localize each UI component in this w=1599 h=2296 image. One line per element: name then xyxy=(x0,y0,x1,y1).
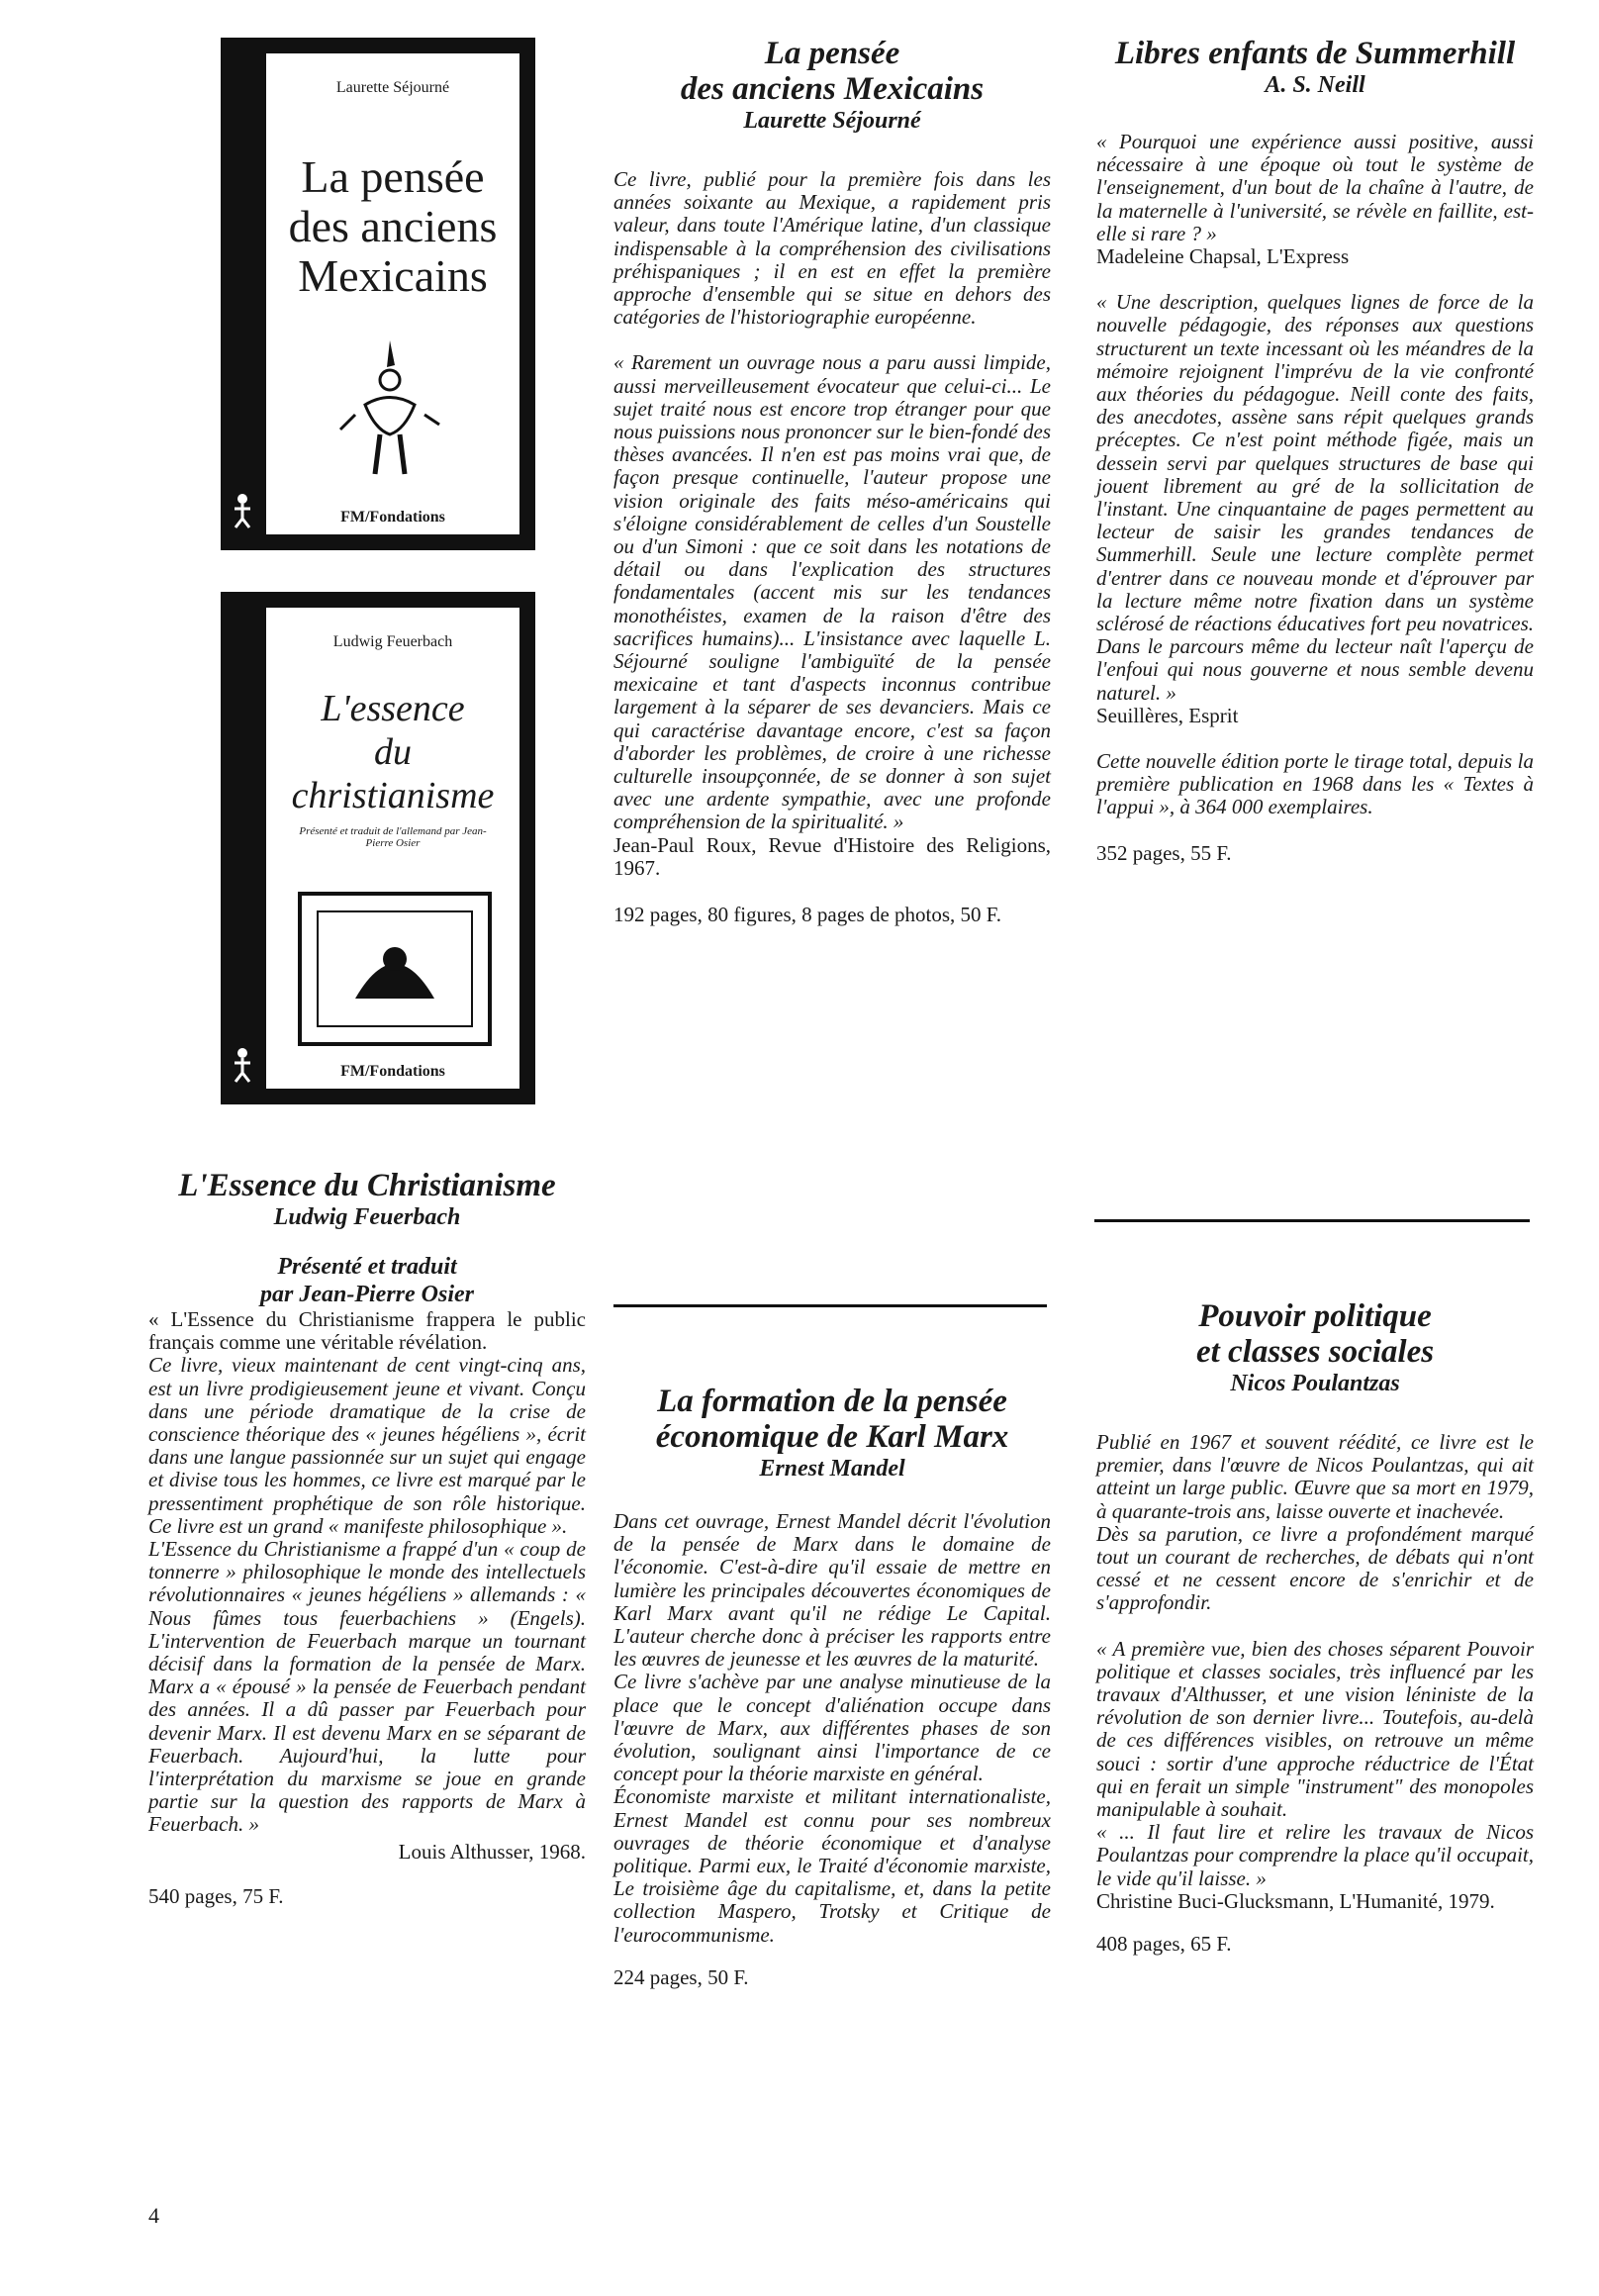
quote-signature: Jean-Paul Roux, Revue d'Histoire des Religions, 1967. xyxy=(613,832,1051,880)
article-essence-christianisme xyxy=(148,1168,586,1908)
article-paragraph: Dès sa parution, ce livre a profondément marqué tout un courant de recherches, de débats qui n'ont cessé et ne cessent encore de s'enrichir et de s'approfondir. xyxy=(1096,1521,1534,1615)
book-price: 540 pages, 75 F. xyxy=(148,1883,284,1908)
book-price: 408 pages, 65 F. xyxy=(1096,1932,1232,1957)
article-paragraph: L'Essence du Christianisme a frappé d'un « coup de tonnerre » philosophique le monde des intellectuels révolutionnaires « jeunes hégéliens » allemands : « Nous fûmes tous feuerbachiens » (Engels). L'intervention de Feuerbach marque un tournant décisif dans la formation de la pensée de Marx. Marx a « épousé » la pensée de Feuerbach pendant des années. Il a dû passer par Feuerbach pour devenir Marx. Il est devenu Marx en se séparant de Feuerbach. Aujourd'hui, la lutte pour l'interprétation du marxisme se joue en grande partie sur la question des rapports de Marx à Feuerbach. » xyxy=(148,1537,586,1837)
article-summerhill xyxy=(1096,36,1534,865)
article-formation-marx xyxy=(613,1384,1051,1989)
cover-publisher: FM/Fondations xyxy=(340,509,445,526)
article-title: La pensée xyxy=(764,36,900,71)
article-title: L'Essence du Christianisme xyxy=(178,1168,556,1203)
article-paragraph: Ce livre, publié pour la première fois dans les années soixante au Mexique, a rapidement pris valeur, dans toute l'Amérique latine, d'un classique indispensable à la compréhension des civilisations préhispaniques ; il en est en effet la première approche d'ensemble qui se situe en dehors des catégories de l'historiographie européenne. xyxy=(613,167,1051,330)
article-title: des anciens Mexicains xyxy=(680,71,985,107)
article-credit: par Jean-Pierre Osier xyxy=(260,1282,474,1307)
article-paragraph: « L'Essence du Christianisme frappera le public français comme une véritable révélation. xyxy=(148,1307,586,1355)
review-quote: « A première vue, bien des choses séparent Pouvoir politique et classes sociales, très influencé par les travaux d'Althusser, et une vision léniniste de la révolution de son dernier livre... Toutefois, au-delà de ces différences visibles, on retrouve un même souci : sortir d'une approche réductrice de l'État qui en ferait un simple "instrument" des monopoles manipulable à souhait. xyxy=(1096,1636,1534,1822)
edition-note: Cette nouvelle édition porte le tirage total, depuis la première publication en 1968 dans les « Textes à l'appui », à 364 000 exemplaires. xyxy=(1096,749,1534,819)
cover-subtitle: Présenté et traduit de l'allemand par Jean-Pierre Osier xyxy=(299,825,487,849)
book-cover-pensee-mexicains xyxy=(221,38,535,550)
article-author: Nicos Poulantzas xyxy=(1230,1371,1400,1396)
article-paragraph: Dans cet ouvrage, Ernest Mandel décrit l'évolution de la pensée de Marx dans le domaine de l'économie. C'est-à-dire qu'il essaie de mettre en lumière les principales découvertes économiques de Karl Marx avant qu'il ne rédige Le Capital. L'auteur cherche donc à préciser les rapports entre les œuvres de jeunesse et les œuvres de la maturité. xyxy=(613,1509,1051,1672)
article-author: Ludwig Feuerbach xyxy=(273,1204,461,1230)
cover-title: L'essence du christianisme xyxy=(291,688,495,816)
section-divider xyxy=(1094,1219,1530,1222)
quote-source: Christine Buci-Glucksmann, L'Humanité, 1979. xyxy=(1096,1888,1495,1913)
publisher-logo-icon xyxy=(231,1047,254,1083)
article-title: Pouvoir politique xyxy=(1198,1298,1432,1334)
article-title: Libres enfants de Summerhill xyxy=(1114,36,1516,71)
book-price: 224 pages, 50 F. xyxy=(613,1964,749,1989)
cover-publisher: FM/Fondations xyxy=(340,1063,445,1080)
book-price: 192 pages, 80 figures, 8 pages de photos, 50 F. xyxy=(613,903,1002,927)
article-pensee-mexicains xyxy=(613,36,1051,926)
cover-author: Laurette Séjourné xyxy=(335,79,450,96)
article-pouvoir-politique xyxy=(1096,1298,1534,1956)
quote-signature: Louis Althusser, 1968. xyxy=(398,1839,586,1864)
publisher-logo-icon xyxy=(231,493,254,528)
article-author: A. S. Neill xyxy=(1265,72,1365,98)
article-paragraph: Économiste marxiste et militant internationaliste, Ernest Mandel est connu pour ses nombreux ouvrages de théorie économique et d'analyse politique. Parmi eux, le Traité d'économie marxiste, Le troisième âge du capitalisme, et, dans la petite collection Maspero, Trotsky et Critique de l'eurocommunisme. xyxy=(613,1784,1051,1947)
article-author: Laurette Séjourné xyxy=(743,108,921,134)
article-credit: Présenté et traduit xyxy=(277,1254,457,1280)
article-title: et classes sociales xyxy=(1195,1334,1435,1370)
book-price: 352 pages, 55 F. xyxy=(1096,840,1232,865)
quote-source: Madeleine Chapsal, L'Express xyxy=(1096,244,1350,269)
page-number: 4 xyxy=(148,2203,159,2228)
cover-title: La pensée des anciens Mexicains xyxy=(288,151,498,301)
quote-source: Seuillères, Esprit xyxy=(1096,703,1239,727)
article-paragraph: Ce livre, vieux maintenant de cent vingt-cinq ans, est un livre prodigieusement jeune et vivant. Conçu dans une période dramatique de la crise de conscience théorique des « jeunes hégéliens », écrit dans une langue passionnée sur un sujet qui engage et divise tous les hommes, ce livre est marqué par le pressentiment prophétique de son rôle historique. Ce livre est un grand « manifeste philosophique ». xyxy=(148,1353,586,1538)
ornamental-frame-illustration xyxy=(296,890,494,1048)
article-title: La formation de la pensée xyxy=(657,1384,1007,1419)
review-quote: « ... Il faut lire et relire les travaux de Nicos Poulantzas pour comprendre la place qu'il occupait, le vide qu'il laisse. » xyxy=(1096,1820,1534,1890)
review-quote: « Rarement un ouvrage nous a paru aussi limpide, aussi merveilleusement évocateur que celui-ci... Le sujet traité nous est encore trop étranger pour que nous puissions nous prononcer sur le bien-fondé des thèses avancées. Il n'en est pas moins vrai que, de façon presque continuelle, l'auteur propose une vision originale des faits méso-américains qui s'éloigne considérablement de celles d'un Soustelle ou d'un Simoni : que ce soit dans les notations de détail ou dans l'explication des structures fondamentales (accent mis sur les tendances monothéistes, examen de la raison d'être des sacrifices humains)... L'insistance avec laquelle L. Séjourné souligne l'ambiguïté de la pensée mexicaine et tant d'aspects inconnus contribue largement à la séparer de ses devanciers. Mais ce qui caractérise davantage encore, c'est sa façon d'aborder les problèmes, de croire à une richesse culturelle insoupçonnée, de se donner à son sujet avec une ardente sympathie, avec une profonde compréhension de la spiritualité. » xyxy=(613,350,1051,834)
review-quote: « Pourquoi une expérience aussi positive, aussi nécessaire à une époque où tout le système de l'enseignement, d'un bout de la chaîne à l'autre, de la maternelle à l'université, se révèle en faillite, est-elle si rare ? » xyxy=(1096,130,1534,245)
article-paragraph: Publié en 1967 et souvent réédité, ce livre est le premier, dans l'œuvre de Nicos Poulantzas, qui ait atteint un large public. Œuvre que sa mort en 1979, à quarante-trois ans, laisse ouverte et inachevée. xyxy=(1096,1430,1534,1523)
review-quote: « Une description, quelques lignes de force de la nouvelle pédagogie, des réponses aux questions structurent un texte incessant où les méandres de la mémoire rejoignent l'imprévu de la vie confronté aux théories du pédagogue. Neill conte des faits, des anecdotes, assène sans répit quelques grands préceptes. Ce n'est point méthode figée, mais un dessein servi par quelques structures de base qui jouent librement au gré de la sollicitation de l'instant. Une cinquantaine de pages permettent au lecteur de saisir les grandes tendances de Summerhill. Seule une lecture complète permet d'entrer dans ce nouveau monde et d'éprouver par la lecture même notre fixation dans un système sclérosé de réactions éducatives fort peu novatrices. Dans le parcours même du lecteur naît l'aperçu de l'enfoui qui nous gouverne et nous semble devenu naturel. » xyxy=(1096,290,1534,705)
cover-author: Ludwig Feuerbach xyxy=(332,633,453,650)
section-divider xyxy=(613,1304,1047,1307)
aztec-figure-illustration xyxy=(335,335,444,494)
book-cover-essence-christianisme xyxy=(221,592,535,1104)
article-author: Ernest Mandel xyxy=(759,1456,905,1482)
article-paragraph: Ce livre s'achève par une analyse minutieuse de la place que le concept d'aliénation occupe dans l'œuvre de Marx, aux différentes phases de son évolution, soulignant ainsi l'importance de ce concept pour la théorie marxiste en général. xyxy=(613,1670,1051,1786)
article-title: économique de Karl Marx xyxy=(655,1419,1009,1455)
